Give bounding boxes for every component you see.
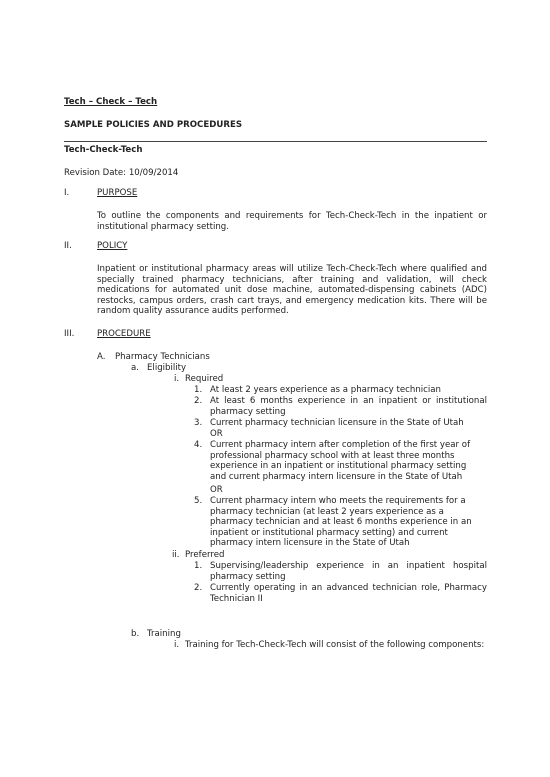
divider [64,141,487,142]
section-number-policy: II. [64,241,72,251]
document-heading: Tech-Check-Tech [64,145,143,155]
list-marker-req-5: 5. [194,496,203,506]
list-item-pref-1: Supervising/leadership experience in an inpatient hospital pharmacy setting [210,561,487,582]
list-marker-i-training: i. [174,640,180,650]
list-marker-req-2: 2. [194,396,203,406]
list-marker-b: b. [131,629,140,639]
section-title-procedure: PROCEDURE [97,329,151,339]
list-marker-i-required: i. [174,374,180,384]
list-item-req-3: Current pharmacy technician licensure in the State of Utah [210,418,464,428]
list-marker-req-1: 1. [194,385,203,395]
list-marker-req-3: 3. [194,418,203,428]
list-item-req-1: At least 2 years experience as a pharmacy technician [210,385,441,395]
list-item-req-2: At least 6 months experience in an inpatient or institutional pharmacy setting [210,396,487,417]
list-marker-req-4: 4. [194,440,203,450]
list-item-eligibility: Eligibility [147,363,187,373]
list-marker-A: A. [97,352,106,362]
or-separator-2: OR [210,485,223,495]
revision-date: Revision Date: 10/09/2014 [64,168,179,178]
list-item-preferred: Preferred [185,550,225,560]
list-marker-pref-2: 2. [194,583,203,593]
document-subtitle: SAMPLE POLICIES AND PROCEDURES [64,120,243,130]
list-item-req-5: Current pharmacy intern who meets the requirements for a pharmacy technician (at least 2 years experience as a pharmacy technician and at least 6 months experience in an inpatient or institutional pharmacy setting) and current pharmacy intern licensure in the State of Utah [210,496,472,548]
list-marker-ii-preferred: ii. [172,550,180,560]
list-item-pharmacy-technicians: Pharmacy Technicians [115,352,210,362]
list-item-training-components: Training for Tech-Check-Tech will consist of the following components: [185,640,485,650]
list-item-required: Required [185,374,224,384]
section-number-procedure: III. [64,329,75,339]
list-marker-a: a. [131,363,139,373]
list-item-training: Training [147,629,181,639]
list-item-pref-2: Currently operating in an advanced technician role, Pharmacy Technician II [210,583,487,604]
list-item-req-4: Current pharmacy intern after completion of the first year of professional pharmacy school with at least three months experience in an inpatient or institutional pharmacy setting and current pharmacy intern licensure in the State of Utah [210,440,471,482]
policy-body: Inpatient or institutional pharmacy areas will utilize Tech-Check-Tech where qualified and specially trained pharmacy technicians, after training and validation, will check medications for automated unit dose machine, automated-dispensing cabinets (ADC) restocks, campus orders, crash cart trays, and emergency medication kits. There will be random quality assurance audits performed. [97,264,487,316]
section-title-purpose: PURPOSE [97,188,138,198]
document-title: Tech – Check – Tech [64,97,158,107]
list-marker-pref-1: 1. [194,561,203,571]
purpose-body: To outline the components and requirements for Tech-Check-Tech in the inpatient or institutional pharmacy setting. [97,211,487,232]
section-number-purpose: I. [64,188,70,198]
or-separator-1: OR [210,429,223,439]
section-title-policy: POLICY [97,241,128,251]
